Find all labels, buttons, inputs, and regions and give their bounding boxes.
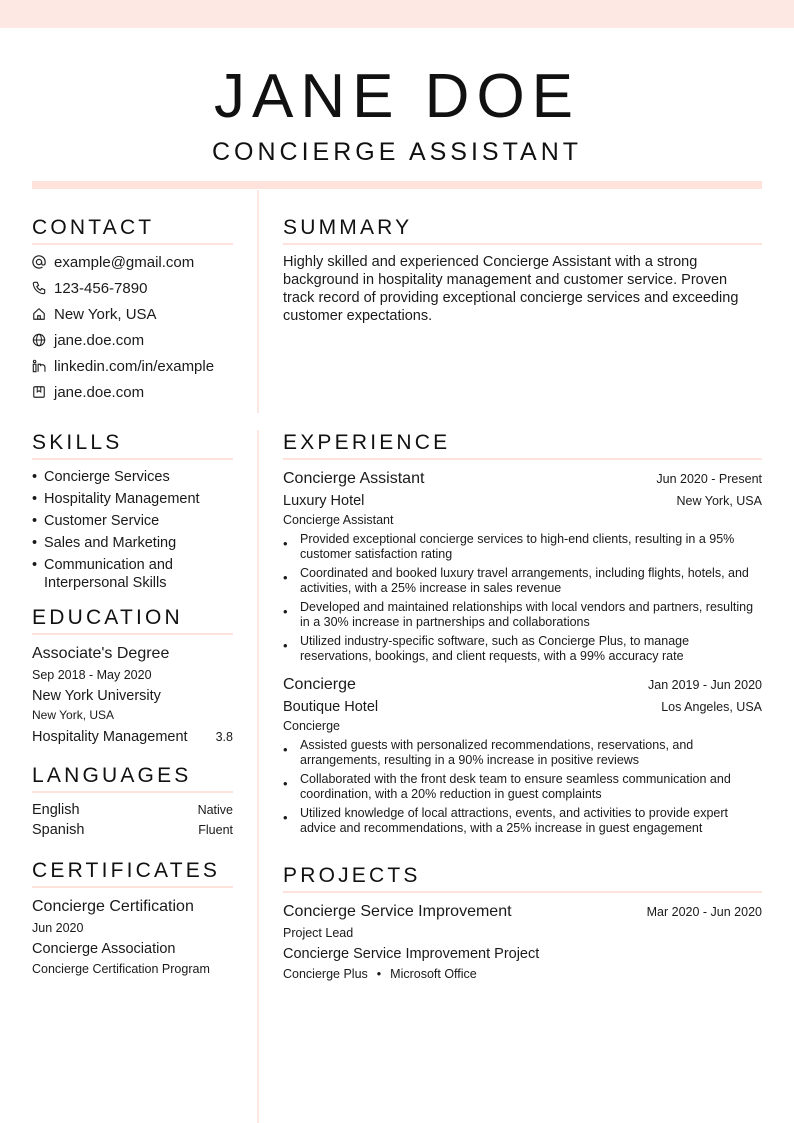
bookmark-icon [32, 385, 46, 399]
summary-text: Highly skilled and experienced Concierge Assistant with a strong background in hospitality management and customer service. Proven track record of providing exceptional concierge services and exceeding customer expectations. [283, 254, 739, 324]
project-title: Concierge Service Improvement [283, 903, 512, 920]
skill-item: • Customer Service [32, 513, 160, 529]
linkedin-icon [32, 359, 46, 373]
contact-email[interactable] [32, 249, 233, 275]
gpa: 3.8 [215, 730, 233, 744]
project-tools: Concierge Plus • Microsoft Office [283, 967, 477, 981]
job-bullet: • Developed and maintained relationships with local vendors and partners, resulting in a 30% increase in partnerships and collaborations [283, 600, 754, 629]
experience-section [283, 430, 762, 840]
contact-website[interactable] [32, 327, 233, 353]
job-bullet: • Utilized knowledge of local attractions, events, and activities to provide expert advice and recommendations, with a 25% increase in guest engagement [283, 806, 729, 835]
job-bullet: • Collaborated with the front desk team to ensure seamless communication and coordination, with a 20% reduction in guest complaints [283, 772, 731, 801]
projects-section [283, 863, 762, 982]
certificate-title: Concierge Certification [32, 898, 194, 915]
education-section [32, 605, 233, 746]
header-divider [32, 181, 762, 189]
language-row: Spanish Fluent [32, 822, 233, 838]
at-icon [32, 255, 46, 269]
section-underline [32, 458, 233, 460]
job-dates: Jan 2019 - Jun 2020 [648, 678, 762, 692]
skills-section [32, 430, 233, 596]
globe-icon [32, 333, 46, 347]
language-row: English Native [32, 802, 233, 818]
company: Luxury Hotel [283, 493, 365, 509]
experience-heading: EXPERIENCE [283, 431, 451, 454]
skill-item: • Hospitality Management [32, 491, 200, 507]
home-icon [32, 307, 46, 321]
job-entry [283, 675, 762, 836]
job-role: Concierge Assistant [283, 513, 394, 527]
education-dates: Sep 2018 - May 2020 [32, 668, 152, 682]
job-title: CONCIERGE ASSISTANT [211, 138, 583, 166]
job-entry [283, 469, 762, 664]
contact-linkedin[interactable] [32, 353, 233, 379]
job-title: Concierge [283, 676, 356, 693]
contact-text: New York, USA [54, 305, 157, 323]
section-underline [283, 891, 762, 893]
top-accent-band [0, 0, 794, 28]
section-underline [32, 791, 233, 793]
field-of-study: Hospitality Management [32, 729, 188, 745]
certificates-section [32, 858, 233, 977]
contact-heading: CONTACT [32, 216, 155, 239]
certificate-title: Concierge Association [32, 941, 176, 957]
company: Boutique Hotel [283, 699, 379, 715]
column-divider-top [257, 190, 259, 413]
education-heading: EDUCATION [32, 606, 183, 629]
job-dates: Jun 2020 - Present [656, 472, 762, 486]
section-underline [32, 633, 233, 635]
certificates-heading: CERTIFICATES [32, 859, 221, 882]
contact-text: jane.doe.com [54, 383, 145, 401]
job-bullet: • Provided exceptional concierge services to high-end clients, resulting in a 95% customer satisfaction rating [283, 532, 735, 561]
section-underline [283, 458, 762, 460]
job-title: Concierge Assistant [283, 470, 425, 487]
phone-icon [32, 281, 46, 295]
contact-text: 123-456-7890 [54, 279, 148, 297]
projects-heading: PROJECTS [283, 864, 421, 887]
school-location: New York, USA [32, 708, 115, 722]
summary-section [283, 215, 762, 325]
job-bullet: • Coordinated and booked luxury travel arrangements, including flights, hotels, and activities, with a 25% increase in sales revenue [283, 566, 749, 595]
contact-location [32, 301, 233, 327]
section-underline [32, 886, 233, 888]
job-location: New York, USA [676, 494, 762, 508]
skills-heading: SKILLS [32, 431, 123, 454]
contact-text: example@gmail.com [54, 253, 195, 271]
contact-phone[interactable] [32, 275, 233, 301]
skill-item: • Sales and Marketing [32, 535, 177, 551]
skill-item: • Communication and Interpersonal Skills [32, 557, 173, 591]
job-bullet: • Utilized industry-specific software, such as Concierge Plus, to manage reservations, bookings, and client requests, with a 99% accuracy rate [283, 634, 690, 663]
section-underline [32, 243, 233, 245]
project-name: Concierge Service Improvement Project [283, 946, 540, 962]
certificate-sub: Concierge Certification Program [32, 962, 210, 976]
project-dates: Mar 2020 - Jun 2020 [646, 905, 762, 919]
section-underline [283, 243, 762, 245]
languages-section [32, 763, 233, 838]
contact-text: jane.doe.com [54, 331, 145, 349]
school: New York University [32, 688, 161, 704]
degree: Associate's Degree [32, 645, 170, 662]
skill-item: • Concierge Services [32, 469, 170, 485]
certificate-sub: Jun 2020 [32, 921, 84, 935]
job-location: Los Angeles, USA [661, 700, 762, 714]
contact-text: linkedin.com/in/example [54, 357, 215, 375]
contact-section [32, 215, 233, 405]
contact-portfolio[interactable] [32, 379, 233, 405]
job-bullet: • Assisted guests with personalized recommendations, reservations, and arrangements, resulting in a 90% increase in positive reviews [283, 738, 694, 767]
summary-heading: SUMMARY [283, 216, 413, 239]
project-role: Project Lead [283, 926, 354, 940]
candidate-name: JANE DOE [213, 62, 581, 131]
languages-heading: LANGUAGES [32, 764, 192, 787]
column-divider-bottom [257, 430, 259, 1123]
job-role: Concierge [283, 719, 340, 733]
